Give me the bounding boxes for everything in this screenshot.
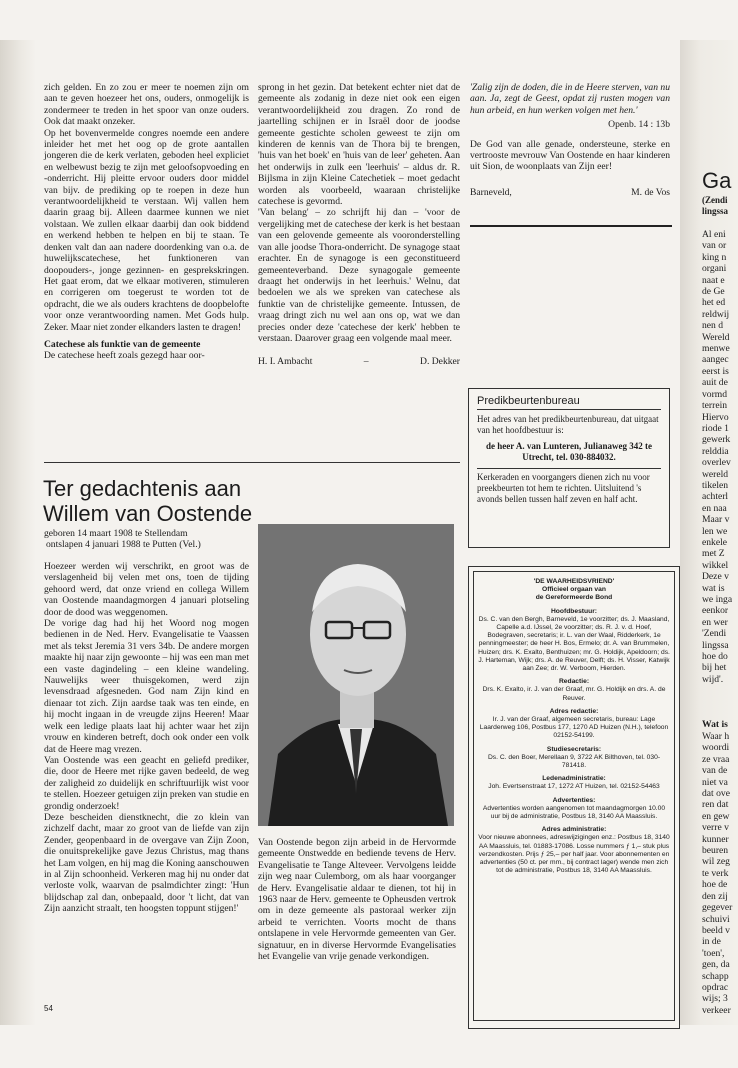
fragment-line: niet va xyxy=(702,776,728,788)
section-text: Ir. J. van der Graaf, algemeen secretaris, bureau: Lage Laarderweg 106, Postbus 177, 1270 AD Huizen (N.H.), telefoon 02152-54199. xyxy=(479,716,669,740)
fragment-line: schapp xyxy=(702,970,729,982)
fragment-line: riode 1 xyxy=(702,422,729,434)
fragment-line: woordi xyxy=(702,742,730,754)
paragraph: 'Van belang' – zo schrijft hij dan – 'voor de vergelijking met de catechese der kerk is het bestaan van een gelovende gemeente als vooronderstelling van alle joodse Thora-onderricht. De synagoge staat erachter. En de synagoge is een geconstitueerd gemeenteverband. Deze synagogale gemeente draagt het onderwijs in het leerhuis.' Welnu, dat bedoelen we als we spreken van catechese als funktie van de christelijke gemeente. Intussen, de vraag dringt zich nu wel aan ons op, wat we dan precies onder deze 'catechese der kerk' hebben te verstaan. Daarover graag een volgende maal meer. xyxy=(258,207,460,344)
section-text: Ds. C. den Boer, Merellaan 9, 3722 AK Bilthoven, tel. 030-781418. xyxy=(487,753,661,770)
section-heading: Hoofdbestuur: xyxy=(550,607,598,615)
fragment-line: en gew xyxy=(702,810,730,822)
fragment-line: van de xyxy=(702,765,728,777)
divider xyxy=(477,468,661,469)
fragment-line: tikelen xyxy=(702,479,729,491)
divider xyxy=(477,409,661,410)
article-title xyxy=(43,476,443,526)
section-text: Joh. Evertsenstraat 17, 1272 AT Huizen, tel. 02152-54463 xyxy=(488,783,660,791)
fragment-line: Hiervo xyxy=(702,411,729,423)
fragment-line: kunner xyxy=(702,833,729,845)
box-note: Kerkeraden en voorgangers dienen zich nu voor preekbeurten tot hem te richten. Uitsluitend 's avonds bellen tussen half zeven en half acht. xyxy=(477,472,650,504)
fragment-line: achterl xyxy=(702,491,729,503)
author-place: H. I. Ambacht xyxy=(258,356,313,368)
fragment-line: menwe xyxy=(702,343,730,355)
fragment-line: lingssa xyxy=(702,639,729,651)
fragment-line: en naa xyxy=(702,502,727,514)
fragment-subheading: lingssa xyxy=(702,206,729,216)
fragment-line: dat ove xyxy=(702,788,730,800)
author-name: M. de Vos xyxy=(631,186,670,198)
fragment-line: king n xyxy=(702,251,727,263)
fragment-line: eenkor xyxy=(702,605,729,617)
section-heading: Advertenties: xyxy=(552,796,596,804)
fragment-line: auit de xyxy=(702,377,728,389)
page-number: 54 xyxy=(44,1004,53,1013)
paragraph: De vorige dag had hij het Woord nog mogen bedienen in de Ned. Herv. Evangelisatie te Vaassen met als tekst Jeremia 31 vers 34b. De andere morgen maakte hij naar zijn gewoonte – hij was een man met een vaste dagindeling – een kleine wandeling. Nauwelijks weer thuisgekomen, werd zijn levensdraad afgesneden. God nam Zijn kind en dienaar tot zich. Zijn aardse taak was ten einde, en hij mocht ingaan in de vreugde zijns Heeren! Maar welk een ledige plaats laat hij achter waar het zijn vrouw en kinderen betreft, doch ook onder een volk dat de Heere mag vrezen. xyxy=(44,618,249,755)
fragment-line: wereld xyxy=(702,468,729,480)
section-heading: Redactie: xyxy=(558,678,590,686)
section-heading: Adres redactie: xyxy=(549,707,599,715)
paragraph: Van Oostende was een geacht en geliefd prediker, die, door de Heere met rijke gaven bedeeld, de weg der zaligheid zo duidelijk en schriftuurlijk wist voor te stellen. Hoezeer getuigen zijn preken van studie en grondig onderzoek! xyxy=(44,754,249,812)
fragment-line: schuivi xyxy=(702,913,730,925)
fragment-line: Wereld xyxy=(702,331,730,343)
fragment-line: gewerk xyxy=(702,434,731,446)
paragraph: De catechese heeft zoals gezegd haar oor- xyxy=(44,350,205,362)
fragment-line: wil zeg xyxy=(702,856,730,868)
fragment-line: wijs; 3 xyxy=(702,993,728,1005)
fragment-line: hoe do xyxy=(702,651,728,663)
divider xyxy=(470,225,672,227)
paragraph: De God van alle genade, ondersteune, sterke en vertrooste mevrouw Van Oostende en haar kinderen uit Sion, de woonplaats van Zijn eer! xyxy=(470,138,670,173)
fragment-text xyxy=(702,731,738,1016)
fragment-line: beeld v xyxy=(702,924,730,936)
fragment-line: van or xyxy=(702,240,727,252)
fragment-subheading: (Zendi xyxy=(702,195,728,205)
title-line: Ter gedachtenis aan xyxy=(43,476,242,501)
fragment-heading: Ga xyxy=(702,168,732,193)
signature-line xyxy=(470,187,670,198)
fragment-line: nen d xyxy=(702,320,724,332)
bible-quote: 'Zalig zijn de doden, die in de Heere sterven, van nu aan. Ja, zegt de Geest, opdat zij rusten mogen van hun arbeid, en hun werken volgen met hen.' xyxy=(470,82,670,116)
fragment-line: Maar v xyxy=(702,514,730,526)
portrait-photo xyxy=(258,524,454,826)
section-text: Voor nieuwe abonnees, adreswijzigingen enz.: Postbus 18, 3140 AA Maassluis, tel. 01883-17086. Losse nummers ƒ 1,– stuk plus verzendkosten. Prijs ƒ 25,– per half jaar. Voor abonnementen en advertenties (50 ct. per mm., bij contract lager) wende men zich tot de administratie, Postbus 18, 3140 AA Maassluis. xyxy=(478,834,670,875)
fragment-line: verre v xyxy=(702,822,729,834)
section-heading: Ledenadministratie: xyxy=(542,775,606,783)
paragraph: Hoezeer werden wij verschrikt, en groot was de verslagenheid bij velen met ons, toen de tijding gehoord werd, dat onze vriend en collega Willem van Oostende maandagmorgen 4 januari plotseling door de dood was weggenomen. xyxy=(44,561,249,618)
colophon-box xyxy=(468,566,680,1029)
fragment-line: 'toen', xyxy=(702,947,725,959)
fragment-line: hoe de xyxy=(702,879,728,891)
fragment-line: terrein xyxy=(702,400,728,412)
column-1 xyxy=(44,82,249,362)
fragment-line: len we xyxy=(702,525,728,537)
paragraph: sprong in het gezin. Dat betekent echter niet dat de gemeente als zodanig in deze niet ook een eigen verantwoordelijkheid zou dragen. Zo rond de jaartelling schijnen er in Israël door de joodse gemeente gestichte scholen geweest te zijn om kinderen de kennis van de Thora bij te brengen, 'huis van het boek' en 'huis van de leer' geheten. Aan het onderwijs in zulk een 'leerhuis' – aldus dr. R. Bijlsma in zijn Kleine Catechetiek – moet gedacht worden als voorbeeld, waaraan christelijke catechese is gevormd. xyxy=(258,82,460,208)
fragment-subheading: Wat is xyxy=(702,719,728,730)
fragment-text xyxy=(702,229,738,685)
fragment-line: relddia xyxy=(702,445,729,457)
birth-date: geboren 14 maart 1908 te Stellendam xyxy=(44,528,188,539)
section-text: Advertenties worden aangenomen tot maandagmorgen 10.00 uur bij de administratie, Postbus 18, 3140 AA Maassluis. xyxy=(482,804,666,821)
section-divider xyxy=(44,462,460,463)
publication-subtitle: de Gereformeerde Bond xyxy=(535,594,613,602)
fragment-line: en wer xyxy=(702,616,728,628)
fragment-line: gegever xyxy=(702,902,733,914)
box-address: de heer A. van Lunteren, Julianaweg 342 te Utrecht, tel. 030-884032. xyxy=(486,441,652,462)
fragment-line: wikkel xyxy=(702,559,729,571)
paragraph: zich gelden. En zo zou er meer te noemen zijn om aan te geven hoezeer het ons, ouders, onmogelijk is zondermeer te treden in het spoor van onze ouders. Ook dat maakt onzeker. xyxy=(44,82,249,128)
fragment-line: den zij xyxy=(702,890,728,902)
paragraph: Deze bescheiden dienstknecht, die zo klein van zichzelf dacht, maar zo groot van de liefde van zijn Zender, geopenbaard in de overgave van Zijn Zoon, die onuitsprekelijke gave Jezus Christus, mag thans het Lam volgen, en hij mag die Koning aanschouwen in al Zijn schoonheid. Verkeren mag hij nu onder dat verloste volk, waarvan de psalmdichter zingt: 'Hun blijdschap zal dan, onbepaald, door 't licht, dat van Zijn aanzicht straalt, ten hoogsten toppunt stijgen!' xyxy=(44,811,249,915)
section-heading: Adres administratie: xyxy=(541,826,607,834)
fragment-line: enkele xyxy=(702,536,728,548)
box-intro: Het adres van het predikbeurtenbureau, dat uitgaat van het hoofdbestuur is: xyxy=(477,414,659,435)
fragment-line: de Ge xyxy=(702,286,725,298)
fragment-line: wijd'. xyxy=(702,673,724,685)
author-name: D. Dekker xyxy=(420,356,460,368)
fragment-line: in de xyxy=(702,936,721,948)
fragment-line: 'Zendi xyxy=(702,628,727,640)
paragraph: Van Oostende begon zijn arbeid in de Hervormde gemeente Onstwedde en bediende tevens de Herv. Evangelisatie te Tange Alteveer. Vervolgens leidde zijn weg naar Culemborg, om als haar voorganger de Herv. Evangelisatie aldaar te dienen, tot hij in 1963 naar de Herv. gemeente te Opheusden vertrok om in deze gemeente als pastoraal werker zijn arbeid te verrichten. Voorts mocht de thans ontslapene in vele Hervormde gemeenten van Ger. signatuur, en in diverse Hervormde Evangelisaties het Evangelie van vrije genade verkondigen. xyxy=(258,837,456,963)
fragment-line: ze vraa xyxy=(702,753,730,765)
fragment-line: beuren xyxy=(702,845,729,857)
section-text: Drs. K. Exalto, ir. J. van der Graaf, mr. G. Holdijk en drs. A. de Reuver. xyxy=(482,686,666,702)
article-column-right xyxy=(258,837,456,962)
fragment-line: eerst is xyxy=(702,365,729,377)
fragment-line: we inga xyxy=(702,594,733,605)
binding-shadow xyxy=(0,40,36,1025)
fragment-line: Deze v xyxy=(702,571,729,583)
author-place: Barneveld, xyxy=(470,186,512,198)
column-3 xyxy=(470,82,670,198)
fragment-line: reldwij xyxy=(702,308,730,320)
fragment-line: ren dat xyxy=(702,799,729,811)
subheading: Catechese als funktie van de gemeente xyxy=(44,338,201,350)
fragment-line: naat e xyxy=(702,274,725,286)
publication-subtitle: Officieel orgaan van xyxy=(542,586,606,594)
colophon-inner xyxy=(473,571,675,1021)
fragment-line: verkeer xyxy=(702,1004,731,1016)
article-column-left xyxy=(44,561,249,915)
fragment-line: gen, da xyxy=(702,959,730,971)
life-dates xyxy=(44,528,254,551)
fragment-line: organi xyxy=(702,263,727,275)
fragment-line: te verk xyxy=(702,867,729,879)
fragment-line: overlev xyxy=(702,457,731,469)
predikbeurtenbureau-box xyxy=(468,388,670,548)
fragment-line: het ed xyxy=(702,297,726,309)
publication-name: 'DE WAARHEIDSVRIEND' xyxy=(533,578,615,585)
fragment-line: Waar h xyxy=(702,731,730,742)
death-date: ontslapen 4 januari 1988 te Putten (Vel.) xyxy=(46,539,201,551)
fragment-line: wat is xyxy=(702,582,725,594)
paragraph: Op het bovenvermelde congres noemde een andere inleider het met het oog op de grote aantallen jongeren die de kerk verlaten, geboden heel expliciet en welbewust bezig te zijn met geloofsopvoeding en -onderricht. Hij pleitte ervoor ouders door middel van bijv. de prediking op te roepen in deze hun verantwoordelijkheid te verstaan. Wij vallen hem daarin graag bij. Alleen daarmee kunnen we niet volstaan. We zullen elkaar daarbij dan ook biddend en werkend hebben te helpen en bij te staan. Te denken valt dan aan nadere doordenking van o.a. de huwelijkscatechese, het funktioneren van doopouders-, jonge gezinnen- en gesprekskringen. Het gaat erom, dat we elkaar motiveren, stimuleren en corrigeren om toegerust te worden tot de opdracht, die we als ouders krachtens de doopbelofte voor onze verantwoording namen. Met Gods hulp. Zeker. Maar niet zonder elkanders lasten te dragen! xyxy=(44,127,249,333)
title-line: Willem van Oostende xyxy=(43,501,253,526)
fragment-line: met Z xyxy=(702,548,725,560)
fragment-line: aangec xyxy=(702,354,729,366)
fragment-line: opdrac xyxy=(702,981,729,993)
portrait-illustration xyxy=(258,524,454,826)
dash: – xyxy=(363,356,369,368)
fragment-line: bij het xyxy=(702,662,727,674)
quote-reference: Openb. 14 : 13b xyxy=(608,119,670,131)
fragment-line: vormd xyxy=(702,388,728,400)
fragment-line: Al eni xyxy=(702,229,726,240)
box-title: Predikbeurtenbureau xyxy=(477,395,580,407)
section-heading: Studiesecretaris: xyxy=(546,745,602,753)
section-text: Ds. C. van den Bergh, Barneveld, 1e voorzitter; ds. J. Maasland, Capelle a.d. IJssel, 2e voorzitter; ds. R. J. v. d. Hoef, Bodegraven, secretaris; ir. L. van der Waal, Ridderkerk, 1e penningmeester; de heer H. Bos, Ermelo; dr. A. van Brummelen, Huizen; drs. K. Exalto, Benthuizen; mr. G. Holdijk, Apeldoorn; ds. J. Harteman, Wijk; drs. A. de Reuver, Delft; ds. H. Visser, Katwijk aan Zee; dr. W. Verboom, Hierden. xyxy=(478,615,670,673)
column-2 xyxy=(258,82,460,368)
signature-line xyxy=(258,356,460,367)
